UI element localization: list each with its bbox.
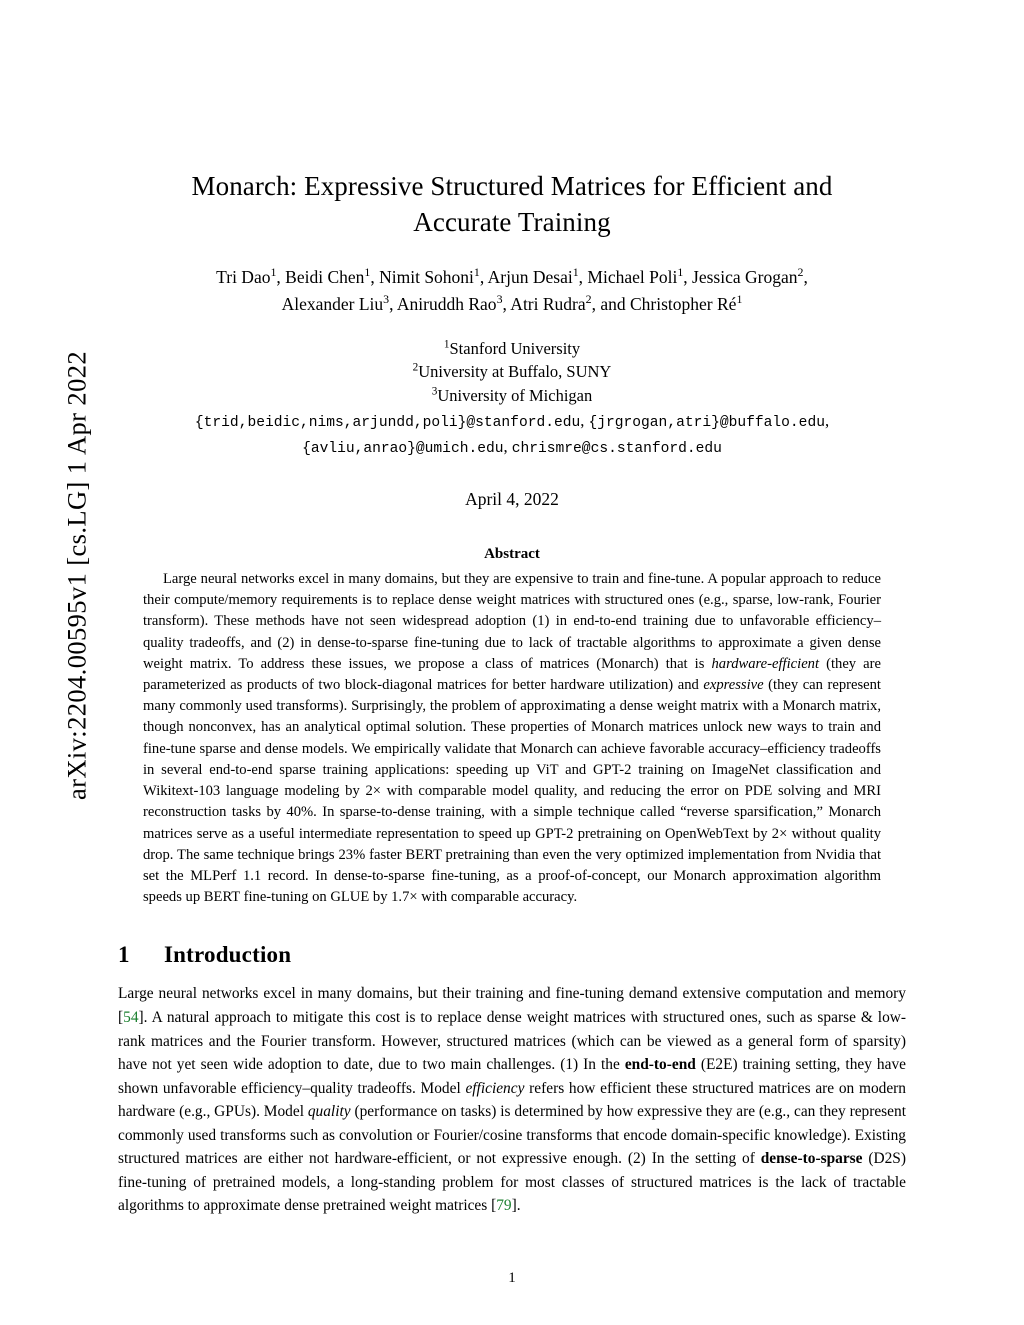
paper-content (118, 0, 906, 1325)
publication-date: April 4, 2022 (465, 488, 559, 509)
affiliation-3: $^3$University of Michigan (431, 385, 593, 405)
citation-link[interactable]: 54 (123, 1008, 139, 1026)
affiliation-2: $^2$University at Buffalo, SUNY (412, 361, 612, 382)
abstract-text: Large neural networks excel in many domains, but they are expensive to train and fine-tune. A popular approach to reduce their compute/memory requirements is to replace dense weight matrices with structured ones (e.g., sparse, low-rank, Fourier transform). These methods have not seen widespread adoption (1) in end-to-end training due to unfavorable efficiency–quality tradeoffs, and (2) in dense-to-sparse fine-tuning due to lack of tractable algorithms to approximate a given dense weight matrix. To address these issues, we propose a class of matrices (Monarch) that is hardware-efficient (they are parameterized as products of two block-diagonal matrices for better hardware utilization) and expressive (they can represent many commonly used transforms). Surprisingly, the problem of approximating a dense weight matrix with a Monarch matrix, though nonconvex, has an analytical optimal solution. These properties of Monarch matrices unlock new ways to train and fine-tune sparse and dense models. We empirically validate that Monarch can achieve favorable accuracy–efficiency tradeoffs in several end-to-end sparse training applications: speeding up ViT and GPT-2 training on ImageNet classification and Wikitext-103 language modeling by 2× with comparable model quality, and reducing the error on PDE solving and MRI reconstruction tasks by 40%. In sparse-to-dense training, with a simple technique called “reverse sparsification,” Monarch matrices serve as a useful intermediate representation to speed up GPT-2 pretraining on OpenWebText by 2× without quality drop. The same technique brings 23% faster BERT pretraining than even the very optimized implementation from Nvidia that set the MLPerf 1.1 record. In dense-to-sparse fine-tuning, as a proof-of-concept, our Monarch approximation algorithm speeds up BERT fine-tuning on GLUE by 1.7× with comparable accuracy. (143, 570, 881, 906)
email-line-1: {trid,beidic,nims,arjundd,poli}@stanford.edu, {jrgrogan,atri}@buffalo.edu, (194, 411, 830, 432)
author-line-2: Alexander Liu$^3$, Aniruddh Rao$^3$, Atri Rudra$^2$, and Christopher $Ré^1$ (281, 291, 743, 314)
section-title: Introduction (164, 942, 292, 968)
section-number: 1 (118, 942, 130, 968)
arxiv-stamp: arXiv:2204.00595v1 [cs.LG] 1 Apr 2022 (61, 350, 92, 801)
affiliation-list (118, 337, 906, 407)
page-title: Monarch: Expressive Structured Matrices for Efficient and Accurate Training (191, 171, 833, 238)
email-line-2: {avliu,anrao}@umich.edu, chrismre@cs.stanford.edu (302, 437, 722, 457)
citation-link[interactable]: 79 (496, 1197, 512, 1215)
section-heading-introduction (118, 942, 906, 968)
section-1-paragraph-1: Large neural networks excel in many domains, but their training and fine-tuning demand extensive computation and memory [54]. A natural approach to mitigate this cost is to replace dense weight matrices with structured ones, such as sparse & low-rank matrices and the Fourier transform. However, structured matrices (which can be viewed as a general form of sparsity) have not yet seen wide adoption to date, due to two main challenges. (1) In the end-to-end (E2E) training setting, they have shown unfavorable efficiency–quality tradeoffs. Model efficiency refers how efficient these structured matrices are on modern hardware (e.g., GPUs). Model quality (performance on tasks) is determined by how expressive they are (e.g., can they represent commonly used transforms such as convolution or Fourier/cosine transforms that encode domain-specific knowledge). Existing structured matrices are either not hardware-efficient, or not expressive enough. (2) In the setting of dense-to-sparse (D2S) fine-tuning of pretrained models, a long-standing problem for most classes of structured matrices is the lack of tractable algorithms to approximate dense pretrained weight matrices [79]. (118, 985, 906, 1215)
author-line-1: Tri Dao$^1$, Beidi Chen$^1$, Nimit Sohoni$^1$, Arjun Desai$^1$, Michael Poli$^1$, Jessica Grogan$^2$, (216, 265, 808, 288)
abstract-heading: Abstract (484, 545, 540, 562)
email-list (118, 409, 906, 461)
author-list (118, 264, 906, 317)
page-number: 1 (508, 1270, 516, 1286)
affiliation-1: $^1$Stanford University (443, 338, 581, 358)
